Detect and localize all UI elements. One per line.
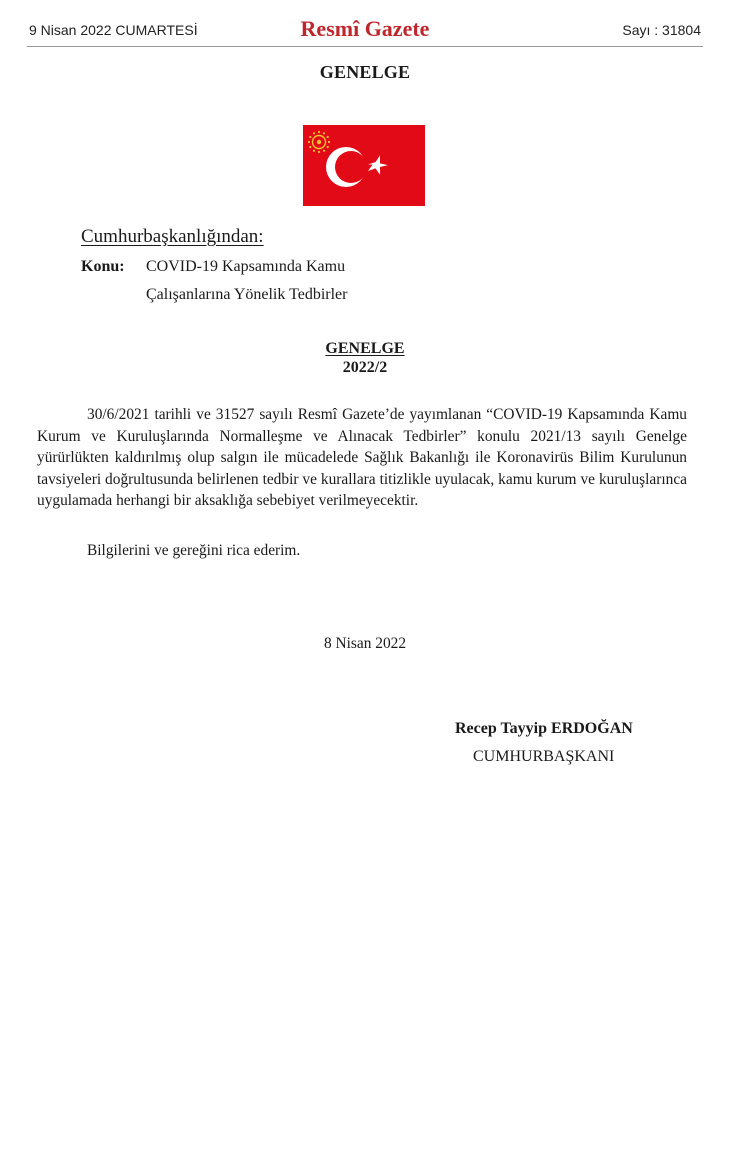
signature-date: 8 Nisan 2022	[323, 635, 407, 652]
subject-label: Konu:	[81, 258, 125, 275]
document-type: GENELGE	[319, 62, 411, 82]
circular-number: 2022/2	[342, 359, 388, 376]
circular-body: 30/6/2021 tarihli ve 31527 sayılı Resmî Gazete’de yayımlanan “COVID-19 Kapsamında Kamu Kurum ve Kuruluşlarında Normalleşme ve Alınacak Tedbirler” konulu 2021/13 sayılı Genelge yürürlükten kaldırılmış olup salgın ile mücadelede Sağlık Bakanlığı ile Koronavirüs Bilim Kurulunun tavsiyeleri doğrultusunda belirlenen tedbir ve kurallara titizlikle uyulacak, kamu kurum ve kuruluşlarınca uygulamada herhangi bir aksaklığa sebebiyet verilmeyecektir.	[37, 406, 687, 509]
gazette-title: Resmî Gazete	[300, 16, 430, 41]
signer-name: Recep Tayyip ERDOĞAN	[455, 720, 633, 737]
circular-title: GENELGE	[325, 340, 405, 357]
issuer-heading: Cumhurbaşkanlığından:	[81, 226, 264, 247]
subject-line-1: COVID-19 Kapsamında Kamu	[146, 258, 346, 275]
gazette-header	[27, 14, 703, 47]
turkish-flag-emblem-icon	[303, 125, 425, 206]
signer-title: CUMHURBAŞKANI	[473, 748, 615, 765]
subject-line-2: Çalışanlarına Yönelik Tedbirler	[146, 286, 348, 303]
issue-number: Sayı : 31804	[622, 22, 701, 38]
closing-sentence: Bilgilerini ve gereğini rica ederim.	[87, 542, 301, 559]
publication-date: 9 Nisan 2022 CUMARTESİ	[29, 22, 198, 38]
